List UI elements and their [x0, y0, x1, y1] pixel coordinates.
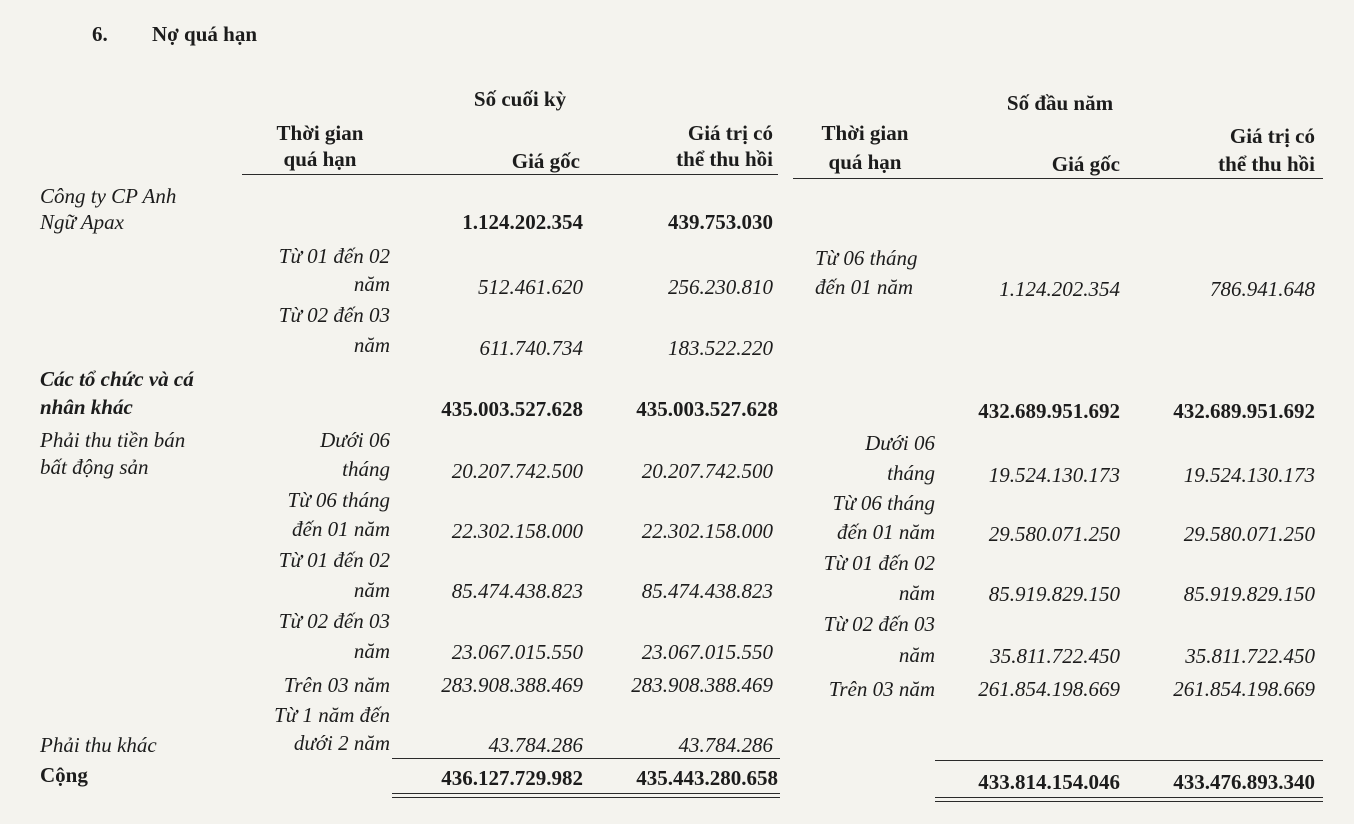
- apax-row1-time: Từ 01 đến 02: [278, 244, 390, 268]
- re-row4-rec-end: 23.067.015.550: [641, 640, 773, 664]
- others-total-rec-end: 435.003.527.628: [636, 397, 778, 421]
- re-row5-time-begin: Trên 03 năm: [828, 677, 935, 701]
- header-cost-begin: Giá gốc: [1051, 152, 1120, 176]
- header-overdue-time-end: Thời gian: [276, 121, 364, 145]
- re-row3-time-begin-2: năm: [898, 581, 935, 605]
- others-total-rec-begin: 432.689.951.692: [1173, 399, 1315, 423]
- apax-begin-cost: 1.124.202.354: [999, 277, 1120, 301]
- apax-total-rec-end: 439.753.030: [668, 210, 773, 234]
- re-row1-time-end: Dưới 06: [320, 428, 390, 452]
- other-recv-time: Từ 1 năm đến: [274, 703, 390, 727]
- subtotal-rule-end: [392, 758, 780, 759]
- re-row4-time-end-2: năm: [353, 639, 390, 663]
- others-label-2: nhân khác: [40, 395, 133, 419]
- others-total-cost-begin: 432.689.951.692: [978, 399, 1120, 423]
- re-row1-rec-begin: 19.524.130.173: [1183, 463, 1315, 487]
- real-estate-label: Phải thu tiền bán: [40, 428, 186, 452]
- apax-row2-rec: 183.522.220: [668, 336, 773, 360]
- re-row2-rec-begin: 29.580.071.250: [1183, 522, 1315, 546]
- others-total-cost-end: 435.003.527.628: [441, 397, 583, 421]
- header-rule-end: [242, 174, 778, 175]
- total-cost-begin: 433.814.154.046: [978, 770, 1120, 794]
- real-estate-label-2: bất động sản: [40, 455, 149, 479]
- re-row4-cost-begin: 35.811.722.450: [990, 644, 1120, 668]
- header-recoverable-end: Giá trị có: [687, 121, 773, 145]
- re-row3-rec-begin: 85.919.829.150: [1183, 582, 1315, 606]
- re-row3-time-end: Từ 01 đến 02: [278, 548, 390, 572]
- re-row5-time-end: Trên 03 năm: [283, 673, 390, 697]
- header-cost-end: Giá gốc: [511, 149, 580, 173]
- other-recv-cost: 43.784.286: [488, 733, 583, 757]
- re-row1-time-begin: Dưới 06: [865, 431, 935, 455]
- re-row1-cost-end: 20.207.742.500: [451, 459, 583, 483]
- company-apax-label: Công ty CP Anh: [40, 184, 177, 208]
- header-recoverable-end-2: thể thu hồi: [676, 147, 773, 171]
- other-recv-label: Phải thu khác: [40, 733, 157, 757]
- header-recoverable-begin: Giá trị có: [1229, 124, 1315, 148]
- header-begin-year: Số đầu năm: [1006, 91, 1114, 115]
- re-row1-time-end-2: tháng: [342, 457, 390, 481]
- header-overdue-time-begin: Thời gian: [821, 121, 909, 145]
- total-cost-end: 436.127.729.982: [441, 766, 583, 790]
- others-label: Các tổ chức và cá: [40, 367, 194, 391]
- re-row3-rec-end: 85.474.438.823: [641, 579, 773, 603]
- header-overdue-time-end-2: quá hạn: [283, 147, 357, 171]
- re-row1-rec-end: 20.207.742.500: [641, 459, 773, 483]
- re-row5-rec-begin: 261.854.198.669: [1173, 677, 1315, 701]
- re-row4-time-begin-2: năm: [898, 643, 935, 667]
- re-row3-time-begin: Từ 01 đến 02: [823, 551, 935, 575]
- apax-begin-time: Từ 06 tháng: [815, 246, 918, 270]
- re-row5-rec-end: 283.908.388.469: [631, 673, 773, 697]
- re-row2-time-begin: Từ 06 tháng: [832, 491, 935, 515]
- apax-begin-time-2: đến 01 năm: [815, 275, 913, 299]
- re-row5-cost-end: 283.908.388.469: [441, 673, 583, 697]
- total-double-rule-end: [392, 793, 780, 798]
- re-row2-cost-end: 22.302.158.000: [451, 519, 583, 543]
- other-recv-rec: 43.784.286: [678, 733, 773, 757]
- re-row3-cost-end: 85.474.438.823: [451, 579, 583, 603]
- re-row3-cost-begin: 85.919.829.150: [988, 582, 1120, 606]
- company-apax-label-2: Ngữ Apax: [40, 210, 124, 234]
- re-row4-cost-end: 23.067.015.550: [451, 640, 583, 664]
- header-recoverable-begin-2: thể thu hồi: [1218, 152, 1315, 176]
- re-row1-cost-begin: 19.524.130.173: [988, 463, 1120, 487]
- re-row2-cost-begin: 29.580.071.250: [988, 522, 1120, 546]
- re-row5-cost-begin: 261.854.198.669: [978, 677, 1120, 701]
- apax-row2-time-2: năm: [353, 333, 390, 357]
- other-recv-time-2: dưới 2 năm: [293, 731, 390, 755]
- re-row1-time-begin-2: tháng: [887, 461, 935, 485]
- subtotal-rule-begin: [935, 760, 1323, 761]
- re-row4-time-begin: Từ 02 đến 03: [823, 612, 935, 636]
- re-row2-time-end-2: đến 01 năm: [292, 517, 390, 541]
- re-row2-rec-end: 22.302.158.000: [641, 519, 773, 543]
- re-row4-rec-begin: 35.811.722.450: [1185, 644, 1315, 668]
- re-row4-time-end: Từ 02 đến 03: [278, 609, 390, 633]
- apax-begin-rec: 786.941.648: [1210, 277, 1315, 301]
- total-rec-begin: 433.476.893.340: [1173, 770, 1315, 794]
- re-row2-time-begin-2: đến 01 năm: [837, 520, 935, 544]
- apax-total-cost-end: 1.124.202.354: [462, 210, 583, 234]
- apax-row1-cost: 512.461.620: [478, 275, 583, 299]
- apax-row2-time: Từ 02 đến 03: [278, 303, 390, 327]
- total-rec-end: 435.443.280.658: [636, 766, 778, 790]
- section-number: 6.: [92, 22, 108, 46]
- total-double-rule-begin: [935, 797, 1323, 802]
- re-row2-time-end: Từ 06 tháng: [287, 488, 390, 512]
- apax-row1-time-2: năm: [353, 272, 390, 296]
- header-end-period: Số cuối kỳ: [473, 87, 567, 111]
- re-row3-time-end-2: năm: [353, 578, 390, 602]
- apax-row2-cost: 611.740.734: [479, 336, 583, 360]
- apax-row1-rec: 256.230.810: [668, 275, 773, 299]
- header-rule-begin: [793, 178, 1323, 179]
- header-overdue-time-begin-2: quá hạn: [828, 150, 902, 174]
- section-title: Nợ quá hạn: [152, 22, 258, 46]
- total-label: Cộng: [40, 763, 88, 787]
